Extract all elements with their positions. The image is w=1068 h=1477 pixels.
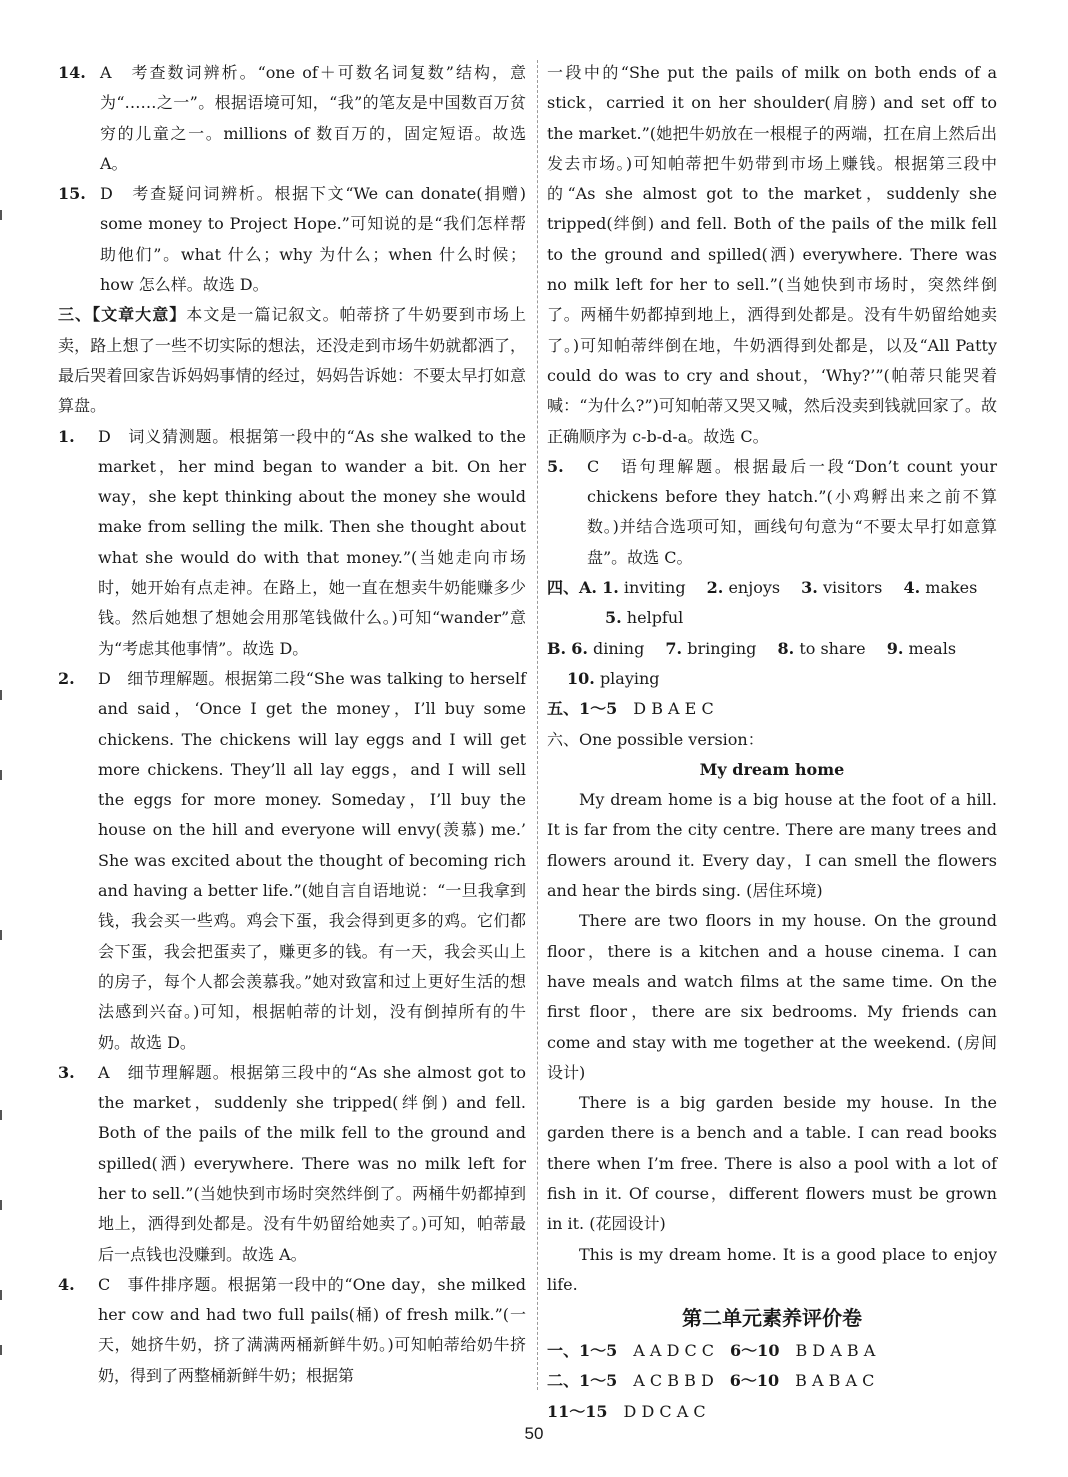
answer-letters: B A B A C (795, 1371, 875, 1391)
item-word: enjoys (728, 578, 781, 598)
section-label: 11～15 (547, 1401, 608, 1421)
section-4b-answers (547, 634, 997, 664)
question-number: 2. (58, 668, 75, 688)
section-label: 二、1～5 (547, 1371, 618, 1391)
edge-mark (0, 1345, 8, 1355)
column-divider (537, 60, 538, 1390)
item-word: makes (925, 578, 978, 598)
edge-mark (0, 690, 8, 700)
question-number: 4. (58, 1274, 75, 1294)
item-number: 6. (571, 638, 588, 658)
section-4a-answers-cont (547, 603, 997, 633)
item-number: 4. (903, 578, 921, 598)
item-number: 10. (567, 668, 595, 688)
answer-q1 (58, 422, 526, 664)
answer-text: D 考查疑问词辨析。根据下文“We can donate(捐赠) some money to Project Hope.”可知说的是“我们怎样帮助他们”。what 什么；why 为什么；when 什么时候；how 怎么样。故选 D。 (100, 184, 526, 295)
edge-mark (0, 770, 8, 780)
item-number: 5. (605, 608, 622, 628)
answer-letters: D D C A C (623, 1401, 706, 1421)
answer-letters: A C B B D (633, 1371, 714, 1391)
item-number: 3. (801, 578, 818, 598)
essay-paragraph: My dream home is a big house at the foot of a hill. It is far from the city centre. There are many trees and flowers around it. Every day，I can smell the flowers and hear the birds sing. (居住环境) (547, 790, 997, 901)
section-4b-answers-cont (547, 664, 997, 694)
section-prefix: 三、 (58, 305, 93, 325)
section-label: 一、1～5 (547, 1341, 618, 1361)
answer-letters: D B A E C (633, 699, 714, 719)
right-column (547, 58, 997, 1427)
answer-letters: A A D C C (633, 1341, 715, 1361)
left-column (58, 58, 526, 1391)
item-number: 8. (777, 638, 795, 658)
item-number: 1. (602, 578, 619, 598)
essay-title: My dream home (699, 759, 845, 779)
question-number: 3. (58, 1062, 75, 1082)
answer-text: C 事件排序题。根据第一段中的“One day，she milked her cow and had two full pails(桶) of fresh milk.”(一天，她挤牛奶，挤了满满两桶新鲜牛奶。)可知帕蒂给奶牛挤奶，得到了两整桶新鲜牛奶；根据第 (98, 1274, 526, 1385)
section-prefix: 四、A. (547, 578, 597, 598)
edge-mark (0, 930, 8, 940)
edge-mark (0, 1110, 8, 1120)
section-3-summary (58, 300, 526, 421)
item-word: inviting (623, 578, 686, 598)
item-word: dining (592, 638, 645, 658)
item-number: 7. (665, 638, 683, 658)
section-4a-answers (547, 573, 997, 603)
item-word: to share (799, 638, 866, 658)
edge-mark (0, 1290, 8, 1300)
answer-q4 (58, 1270, 526, 1391)
section-label: 6～10 (730, 1341, 780, 1361)
question-number: 15. (58, 184, 86, 204)
edge-mark (0, 210, 8, 220)
unit-2-answers-line (547, 1336, 997, 1366)
question-number: 14. (58, 63, 86, 82)
answer-text: D 词义猜测题。根据第一段中的“As she walked to the market，her mind began to wander a bit. On her way，she kept thinking about the money she would make from selling the milk. Then she thought about what she would do with that money.”(当她走向市场时，她开始有点走神。在路上，她一直在想卖牛奶能赚多少钱。然后她想了想她会用那笔钱做什么。)可知“wander”意为“考虑其他事情”。故选 D。 (98, 426, 526, 658)
item-word: visitors (822, 578, 883, 598)
answer-text: C 语句理解题。根据最后一段“Don’t count your chickens before they hatch.”(小鸡孵出来之前不算数。)并结合选项可知，画线句句意为“不要太早打如意算盘”。故选 C。 (587, 456, 997, 567)
section-prefix: B. (547, 638, 567, 658)
unit-2-title: 第二单元素养评价卷 (682, 1306, 862, 1331)
item-word: playing (599, 668, 660, 688)
question-number: 1. (58, 426, 75, 446)
answer-text: A 考查数词辨析。“one of＋可数名词复数”结构，意为“……之一”。根据语境可知，“我”的笔友是中国数百万贫穷的儿童之一。millions of 数百万的，固定短语。故选 A。 (100, 63, 526, 173)
edge-mark (0, 1200, 8, 1210)
summary-text: 本文是一篇记叙文。帕蒂挤了牛奶要到市场上卖，路上想了一些不切实际的想法，还没走到市场牛奶就都洒了，最后哭着回家告诉妈妈事情的经过，妈妈告诉她：不要太早打如意算盘。 (58, 305, 526, 416)
answer-q2 (58, 664, 526, 1058)
answer-q3 (58, 1058, 526, 1270)
essay-paragraph: There is a big garden beside my house. In the garden there is a bench and a table. I can read books there when I’m free. There is also a pool with a lot of fish in it. Of course，different flowers must be grown in it. (花园设计) (547, 1093, 997, 1234)
item-word: helpful (626, 608, 684, 628)
answer-text: A 细节理解题。根据第三段中的“As she almost got to the market，suddenly she tripped(绊倒) and fell. Both of the pails of the milk fell to the ground and spilled(洒) everywhere. There was no milk left for her to sell.”(当她快到市场时突然绊倒了。两桶牛奶都掉到地上，洒得到处都是。没有牛奶留给她卖了。)可知，帕蒂最后一点钱也没赚到。故选 A。 (98, 1062, 526, 1264)
section-label: 五、1～5 (547, 699, 618, 719)
answer-q14 (58, 58, 526, 179)
answer-q4-continued: 一段中的“She put the pails of milk on both ends of a stick，carried it on her shoulder(肩膀) and set off to the market.”(她把牛奶放在一根棍子的两端，扛在肩上然后出发去市场。)可知帕蒂把牛奶带到市场上赚钱。根据第三段中的“As she almost got to the market，suddenly she tripped(绊倒) and fell. Both of the pails of the milk fell to the ground and spilled(洒) everywhere. There was no milk left for her to sell.”(当她快到市场时，突然绊倒了。两桶牛奶都掉到地上，洒得到处都是。没有牛奶留给她卖了。)可知帕蒂绊倒在地，牛奶洒得到处都是，以及“All Patty could do was to cry and shout，‘Why?’”(帕蒂只能哭着喊：“为什么?”)可知帕蒂又哭又喊，然后没卖到钱就回家了。故正确顺序为 c-b-d-a。故选 C。 (547, 63, 997, 446)
essay-paragraph: There are two floors in my house. On the ground floor，there is a kitchen and a house cinema. I can have meals and watch films at the same time. On the first floor，there are six bedrooms. My friends can come and stay with me together at the weekend. (房间设计) (547, 911, 997, 1082)
page-number: 50 (524, 1424, 544, 1443)
item-word: meals (908, 638, 957, 658)
item-word: bringing (687, 638, 757, 658)
unit-2-answers-line (547, 1366, 997, 1396)
answer-text: D 细节理解题。根据第二段“She was talking to herself and said，‘Once I get the money，I’ll buy some chickens. The chickens will lay eggs and I will get more chickens. They’ll all lay eggs，and I will sell the eggs for more money. Someday，I’ll buy the house on the hill and everyone will envy(羡慕) me.’ She was excited about the thought of becoming rich and having a better life.”(她自言自语地说：“一旦我拿到钱，我会买一些鸡。鸡会下蛋，我会得到更多的鸡。它们都会下蛋，我会把蛋卖了，赚更多的钱。有一天，我会买山上的房子，每个人都会羡慕我。”她对致富和过上更好生活的想法感到兴奋。)可知，根据帕蒂的计划，没有倒掉所有的牛奶。故选 D。 (98, 668, 526, 1052)
binding-edge-marks (0, 0, 10, 1477)
answer-q15 (58, 179, 526, 300)
summary-heading: 【文章大意】 (92, 305, 187, 325)
unit-2-answers-line (547, 1397, 997, 1427)
section-5-answers (547, 694, 997, 724)
section-6-label: 六、One possible version： (547, 729, 764, 749)
section-label: 6～10 (729, 1371, 780, 1391)
answer-letters: B D A B A (795, 1341, 876, 1361)
item-number: 9. (886, 638, 904, 658)
item-number: 2. (706, 578, 724, 598)
answer-q5 (547, 452, 997, 573)
essay-paragraph: This is my dream home. It is a good place to enjoy life. (547, 1244, 997, 1294)
question-number: 5. (547, 456, 564, 476)
